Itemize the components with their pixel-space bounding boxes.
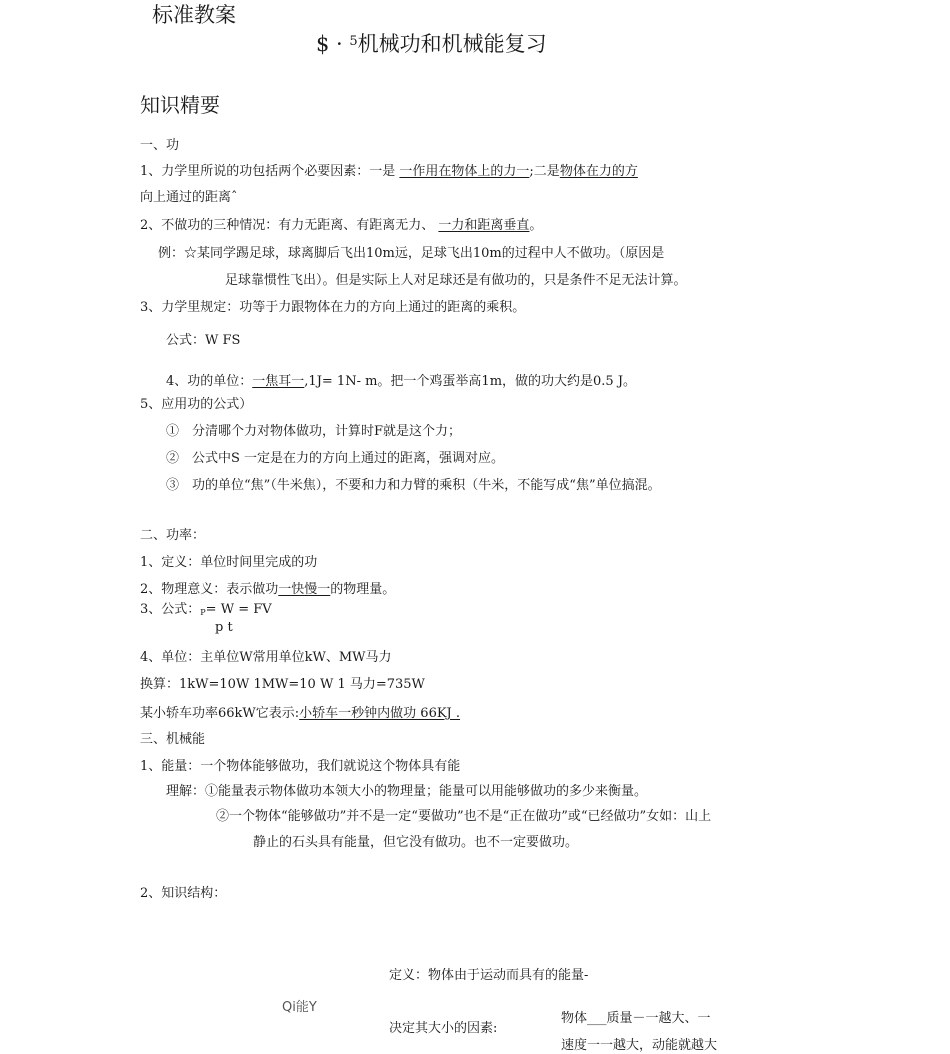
work-p4-b: 一焦耳一	[252, 374, 305, 389]
power-formula-b: = W = FV	[205, 602, 272, 617]
work-item-3: ③ 功的单位“焦”（牛米焦），不要和力和力臂的乘积（牛米，不能写成“焦”单位搞混。	[166, 478, 661, 493]
power-meaning	[140, 582, 395, 598]
header-label: 标准教案	[152, 3, 236, 27]
energy-understanding-2-cont: 静止的石头具有能量，但它没有做功。也不一定要做功。	[253, 835, 579, 850]
work-p4	[166, 374, 636, 390]
work-p1-b: 一作用在物体上的力一	[399, 164, 530, 179]
power-formula-bottom: p t	[215, 620, 233, 635]
work-p1-a: 1、力学里所说的功包括两个必要因素：一是	[140, 164, 400, 179]
power-meaning-b: 一快慢一	[278, 582, 331, 597]
diagram-definition: 定义：物体由于运动而具有的能量-	[389, 968, 589, 983]
work-item-2: ② 公式中S 一定是在力的方向上通过的距离，强调对应。	[166, 451, 505, 466]
work-p3: 3、力学里规定：功等于力跟物体在力的方向上通过的距离的乘积。	[140, 300, 526, 315]
power-car-b: 小轿车一秒钟内做功 66KJ .	[299, 706, 461, 721]
diagram-factor-line1: 物体___质量－一越大、一	[561, 1011, 711, 1026]
power-meaning-a: 2、物理意义：表示做功	[140, 582, 279, 597]
work-item-1: ① 分清哪个力对物体做功，计算时F就是这个力；	[166, 424, 462, 439]
title-prefix: $ ·	[316, 32, 350, 56]
work-example-line1: 例：☆某同学踢足球，球离脚后飞出10m远，足球飞出10m的过程中人不做功。（原因是	[158, 246, 665, 261]
work-p1	[140, 164, 638, 180]
work-p4-c: ,1J= 1N- m。把一个鸡蛋举高1m，做的功大约是0.5 J。	[304, 374, 637, 389]
energy-understanding-2: ②一个物体“能够做功”并不是一定“要做功”也不是“正在做功”或“已经做功”女如：山上	[216, 809, 712, 824]
power-units: 4、单位：主单位W常用单位kW、MW马力	[140, 650, 392, 665]
work-p2-a: 2、不做功的三种情况：有力无距离、有距离无力、	[140, 218, 439, 233]
power-formula-a: 3、公式：	[140, 602, 201, 617]
diagram-factor: 决定其大小的因素:	[389, 1021, 498, 1036]
power-car-a: 某小轿车功率66kW它表示:	[140, 706, 300, 721]
power-conversion: 换算：1kW=10W 1MW=10 W 1 马力=735W	[140, 677, 425, 692]
document-title	[316, 30, 547, 58]
work-p1-cont: 向上通过的距离ˆ	[140, 190, 238, 205]
work-heading: 一、功	[140, 138, 180, 153]
power-heading: 二、功率：	[140, 528, 206, 543]
work-p2	[140, 218, 542, 234]
work-p1-c: ;二是	[529, 164, 560, 179]
title-superscript: 5	[349, 34, 358, 49]
diagram-left-label: Qi能Y	[282, 1000, 317, 1015]
work-p5: 5、应用功的公式）	[140, 397, 253, 412]
work-formula: 公式：W FS	[166, 333, 241, 348]
work-p2-c: 。	[529, 218, 543, 233]
work-example-line2: 足球靠惯性飞出）。但是实际上人对足球还是有做功的，只是条件不足无法计算。	[225, 273, 687, 288]
power-meaning-c: 的物理量。	[330, 582, 396, 597]
knowledge-structure-heading: 2、知识结构：	[140, 886, 227, 901]
work-p2-b: 一力和距离垂直	[438, 218, 530, 233]
energy-heading: 三、机械能	[140, 732, 206, 747]
energy-understanding-1: 理解：①能量表示物体做功本领大小的物理量；能量可以用能够做功的多少来衡量。	[166, 784, 648, 799]
power-definition: 1、定义：单位时间里完成的功	[140, 555, 318, 570]
power-car-example	[140, 706, 460, 722]
work-p4-a: 4、功的单位：	[166, 374, 253, 389]
power-formula-p: P	[200, 608, 206, 617]
work-p1-d: 物体在力的方	[559, 164, 638, 179]
title-text: 机械功和机械能复习	[357, 32, 547, 56]
section-title: 知识精要	[140, 93, 220, 117]
diagram-factor-line2: 速度一一越大，动能就越大	[561, 1038, 718, 1053]
energy-p1: 1、能量：一个物体能够做功，我们就说这个物体具有能	[140, 759, 461, 774]
power-formula	[140, 602, 272, 621]
